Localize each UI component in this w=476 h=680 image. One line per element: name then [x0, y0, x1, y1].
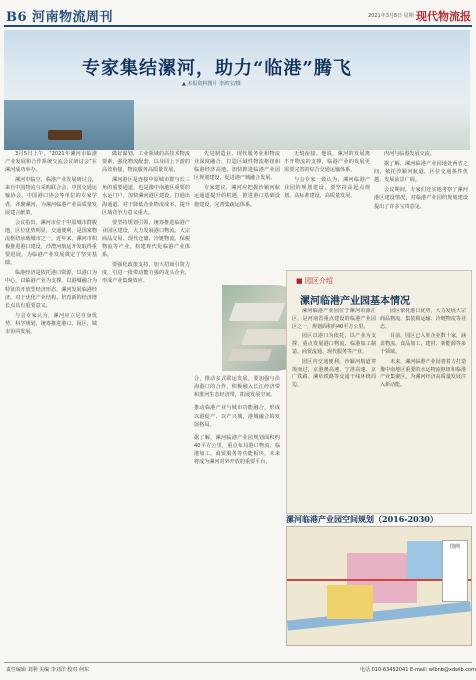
map-title: 漯河临港产业园空间规划（2016-2030） [286, 514, 438, 524]
paragraph: 专家建议，漯河应把握沙颍河航运通道提升的机遇，推进港口基础设施建设，完善集疏运体系。 [194, 185, 280, 208]
sidebar-tag: ■ 园区介绍 [296, 277, 333, 285]
paragraph: 漯河临港产业园位于漯河市源汇区，是河南省重点建设的临港产业园区之一，规划面积约40平方公里。 [292, 308, 376, 330]
footer-contact: 电话 010-63452041 E-mail: wlbnb@xdwlb.com [360, 667, 476, 673]
paragraph: 据了解，漯河临港产业园规划面积约40平方公里，重点布局港口物流、临港加工、商贸服务等功能板块，未来将成为漯河对外开放的重要平台。 [194, 434, 280, 466]
paragraph: 无缝衔接。他说，漯河的发展离不开物流的支撑，临港产业的发展更需要完善的综合交通运输体系。 [284, 151, 370, 174]
paragraph: 先进制造业、现代服务业和物流业深度融合，打造区域性物流枢纽和临港经济高地。加快推进临港产业园区规划建设，促进港产城融合发展。 [194, 151, 280, 182]
paragraph: 目前，园区已入驻企业数十家，涵盖物流、食品加工、建材、新能源等多个领域。 [380, 333, 466, 355]
river-graphic [4, 100, 134, 150]
paragraph: 与会专家认为，漯河应立足自身优势，科学规划，统筹推进港口、园区、城市协同发展。 [5, 312, 97, 335]
sidebar-column-1 [292, 308, 376, 504]
paragraph: 要坚持规划引领，统筹推进临港产业园区建设，大力发展港口物流、大宗商品交易、现代仓储、冷链物流、保税物流等产业，构建现代化临港产业体系。 [102, 219, 190, 259]
map-river [287, 601, 471, 630]
paragraph: 园区依托港口优势，大力发展大宗商品物流、集装箱运输、冷链物流等业态。 [380, 308, 466, 330]
footer-editors: 责任编辑 刘利 美编 李刘洋 校对 何东 [6, 667, 89, 673]
section-title: B6 河南物流周刊 [6, 10, 114, 25]
paragraph: 内河与临港发展交流。 [384, 151, 435, 157]
paragraph: 会议指出，漯河市位于中原城市群腹地，区位优势明显，交通便利，是国家物流枢纽承载城市之一。近年来，漯河市积极推进港口建设，沙澧河航运开发取得重要进展，为临港产业发展奠定了坚实基础。 [5, 219, 97, 267]
barge-graphic [48, 130, 82, 140]
paragraph: 未来，漯河临港产业园将着力打造豫中南地区重要的水运物流枢纽和临港产业集聚区，为漯河经济高质量发展注入新动能。 [380, 358, 466, 389]
paragraph: 3月5日上午，“2021年漯河市临港产业发展和合作系统交流会议研讨会”在漯河成功举办。 [5, 151, 97, 174]
paragraph: 园区内交通便利，沙颍河航道穿境而过，京港澳高速、宁洛高速、京广铁路、漯阜铁路等交通干线环绕周边。 [292, 358, 376, 389]
header-divider [4, 25, 472, 27]
article-column-4 [284, 150, 370, 270]
paragraph: 园区以港口为依托，以产业为支撑，重点发展港口物流、临港加工制造、商贸流通、现代服务等产业。 [292, 333, 376, 355]
article-column-3-lower [194, 370, 280, 640]
paragraph: 要强化政策支持，加大招商引资力度，引进一批带动能力强的龙头企业，形成产业集聚效应。 [102, 262, 190, 285]
map-legend [442, 540, 468, 602]
article-column-1 [5, 150, 97, 640]
article-column-5 [374, 150, 468, 270]
paragraph: 推动临港产业与城市功能融合，形成以港促产、以产兴城、港城融合的发展格局。 [194, 405, 280, 428]
paragraph: 会议期间，专家们还实地考察了漯河港区建设情况，对临港产业园的规划建设提出了许多宝贵意见。 [374, 187, 468, 210]
paragraph: 与会专家一致认为，漯河临港产业园的规划建设，要坚持高起点规划、高标准建设、高质量发展。 [284, 177, 370, 200]
issue-date: 2021年3月8日 星期一 [368, 13, 419, 19]
map-zone [327, 585, 373, 619]
paragraph: 临港经济是依托港口资源，以港口为中心，以临港产业为支撑，以港城融合为特征的开放型经济形态。漯河发展临港经济，对于优化产业结构、培育新的经济增长点具有重要意义。 [5, 270, 97, 309]
paragraph: 做好谋划，工业领域的高技术物流要素，强化物流配套，以及同上下游的高效衔接，物流服务高质量发展。 [102, 151, 190, 174]
map-legend-label: 图例 [449, 544, 460, 550]
article-column-2 [102, 150, 190, 640]
article-column-3 [194, 150, 280, 280]
paragraph: 据了解，漯河临港产业园地处两省之间，依托沙颍河航道，区位交通条件优越，发展前景广阔。 [374, 161, 468, 184]
newspaper-brand: 现代物流报 [416, 10, 471, 23]
paragraph: 漯河港区是连接中原城市群与长三角的重要通道，也是豫中南地区重要的水运门户。加快漯河港区建设，打通出海通道，对于降低企业物流成本、提升区域竞争力意义重大。 [102, 177, 190, 216]
map-zone [407, 541, 447, 579]
photo-credit: ▲ 本报资料图片 李鸿宝/摄 [182, 81, 241, 87]
paragraph: 漯河市临空、临港产业发展研讨会，来自中国物流与采购联合会、中国交通运输协会、中国港口协会等单位的专家学者，齐聚漯河，为漯河临港产业高质量发展建言献策。 [5, 177, 97, 216]
sidebar-column-2 [380, 308, 466, 504]
sidebar-title: 漯河临港产业园基本情况 [300, 296, 410, 307]
article-headline: 专家集结漯河，助力“临港”腾飞 [82, 58, 352, 79]
paragraph: 合，推动多式联运发展。要加强与沿海港口的合作，积极融入长江经济带和淮河生态经济带，拓展发展空间。 [194, 376, 280, 399]
